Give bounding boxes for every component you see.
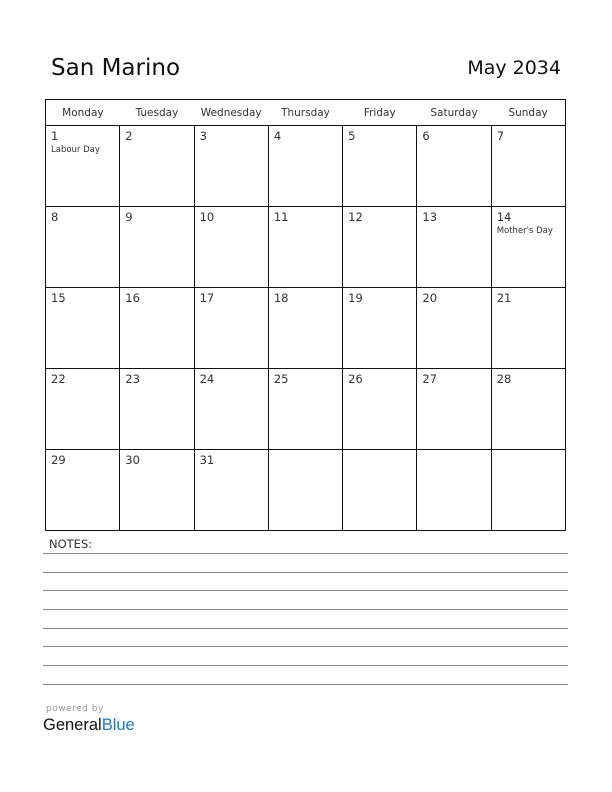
day-number: 1 [51,129,59,143]
day-number: 5 [348,129,356,143]
day-cell [491,288,565,369]
day-number: 6 [422,129,430,143]
day-cell [343,369,417,450]
powered-by-text: powered by [46,704,104,714]
day-number: 2 [125,129,133,143]
week-row [46,126,566,207]
day-cell [120,288,194,369]
generalblue-logo [43,716,135,735]
day-cell [120,207,194,288]
day-number: 29 [51,453,66,467]
notes-line [43,684,568,685]
day-number: 16 [125,291,140,305]
logo-general: General [43,716,102,734]
day-cell [417,369,491,450]
week-row [46,207,566,288]
day-number: 15 [51,291,66,305]
day-cell [194,369,268,450]
day-cell [194,126,268,207]
day-number: 31 [199,453,215,467]
day-cell [120,126,194,207]
notes-label: NOTES: [49,537,93,551]
country-title: San Marino [51,55,181,81]
day-number: 3 [199,129,207,143]
weekday-header-saturday: Saturday [417,100,491,126]
day-number: 30 [125,453,140,467]
day-cell [268,207,342,288]
logo-blue: Blue [101,716,135,734]
holiday-label: Mother's Day [496,226,553,236]
day-cell [491,207,565,288]
day-number: 4 [273,129,282,143]
day-cell [268,126,342,207]
weekday-header-monday: Monday [46,100,120,126]
day-cell [417,207,491,288]
day-number: 25 [273,372,289,386]
day-number: 27 [422,372,438,386]
day-number: 28 [496,372,512,386]
calendar-grid [45,99,566,531]
weekday-header-tuesday: Tuesday [120,100,194,126]
weekday-header-wednesday: Wednesday [194,100,268,126]
notes-line [43,609,568,610]
day-cell [343,288,417,369]
day-number: 10 [199,210,215,224]
day-number: 17 [199,291,215,305]
day-number: 13 [422,210,438,224]
notes-line [43,572,568,573]
empty-cell [417,450,491,531]
day-cell [120,450,194,531]
day-cell [194,288,268,369]
holiday-label: Labour Day [51,145,100,155]
day-number: 20 [422,291,438,305]
empty-cell [491,450,565,531]
day-cell [417,126,491,207]
notes-line [43,665,568,666]
week-row [46,369,566,450]
empty-cell [268,450,342,531]
day-number: 24 [199,372,215,386]
day-number: 11 [273,210,289,224]
day-number: 7 [496,129,505,143]
day-number: 22 [51,372,66,386]
day-number: 12 [348,210,363,224]
day-number: 21 [496,291,512,305]
day-cell [491,369,565,450]
notes-line [43,553,568,554]
day-cell [120,369,194,450]
day-cell [46,369,120,450]
week-row [46,450,566,531]
day-number: 26 [348,372,363,386]
weekday-header-row [46,100,566,126]
day-cell [268,369,342,450]
day-number: 9 [125,210,133,224]
day-number: 8 [51,210,59,224]
day-cell [194,207,268,288]
day-cell [343,207,417,288]
day-number: 23 [125,372,140,386]
notes-line [43,628,568,629]
day-number: 18 [273,291,289,305]
day-cell [343,126,417,207]
week-row [46,288,566,369]
notes-line [43,646,568,647]
day-cell [417,288,491,369]
day-cell [46,288,120,369]
day-number: 14 [496,210,512,224]
month-title: May 2034 [467,57,561,79]
day-cell [46,207,120,288]
weekday-header-thursday: Thursday [268,100,342,126]
day-cell [268,288,342,369]
day-cell [46,450,120,531]
day-cell [194,450,268,531]
weekday-header-friday: Friday [343,100,417,126]
notes-line [43,590,568,591]
weekday-header-sunday: Sunday [491,100,565,126]
empty-cell [343,450,417,531]
day-cell [46,126,120,207]
day-number: 19 [348,291,363,305]
day-cell [491,126,565,207]
